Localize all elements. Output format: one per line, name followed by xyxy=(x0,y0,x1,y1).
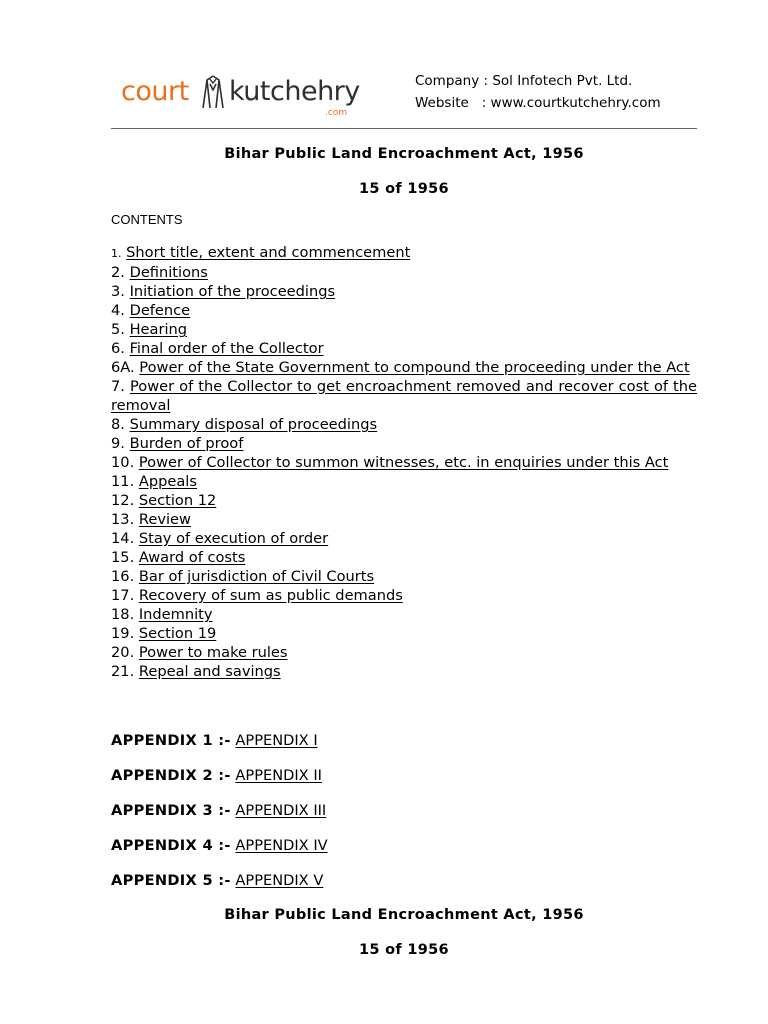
toc-item xyxy=(111,377,697,415)
toc-item-link[interactable]: Power of the Collector to get encroachment removed and recover cost of the removal xyxy=(111,378,698,414)
appendix-label: APPENDIX 2 :- xyxy=(111,767,231,784)
appendix-link[interactable]: APPENDIX III xyxy=(235,802,327,819)
toc-item xyxy=(111,624,697,643)
toc-item xyxy=(111,662,697,681)
toc-item-number: 6. xyxy=(111,340,125,357)
toc-item-number: 4. xyxy=(111,302,125,319)
toc-item-number: 1. xyxy=(111,247,122,260)
toc-item-link[interactable]: Indemnity xyxy=(138,606,213,623)
toc-item xyxy=(111,643,697,662)
toc-item xyxy=(111,453,697,472)
toc-item xyxy=(111,358,697,377)
toc-item-number: 7. xyxy=(111,378,125,395)
toc-item-number: 18. xyxy=(111,606,135,623)
toc-item xyxy=(111,567,697,586)
toc-item-link[interactable]: Review xyxy=(138,511,191,528)
logo-suffix: .com xyxy=(325,108,348,118)
toc-item-link[interactable]: Stay of execution of order xyxy=(138,530,329,547)
toc-item-number: 8. xyxy=(111,416,125,433)
toc-item-link[interactable]: Initiation of the proceedings xyxy=(129,283,336,300)
logo-text-kutchehry: kutchehry xyxy=(229,76,360,107)
appendix-link[interactable]: APPENDIX IV xyxy=(235,837,328,854)
toc-item-number: 9. xyxy=(111,435,125,452)
toc-item-link[interactable]: Final order of the Collector xyxy=(129,340,324,357)
toc-item xyxy=(111,472,697,491)
toc-item-link[interactable]: Short title, extent and commencement xyxy=(126,244,411,261)
toc-item xyxy=(111,529,697,548)
toc-item xyxy=(111,491,697,510)
toc-item-link[interactable]: Definitions xyxy=(129,264,208,281)
toc-item xyxy=(111,339,697,358)
toc-item-link[interactable]: Burden of proof xyxy=(129,435,244,452)
appendix-row-1 xyxy=(111,732,318,749)
toc-item-link[interactable]: Defence xyxy=(129,302,191,319)
toc-item-number: 21. xyxy=(111,663,135,680)
toc-item xyxy=(111,434,697,453)
toc-item-link[interactable]: Section 12 xyxy=(138,492,217,509)
toc-item-number: 17. xyxy=(111,587,135,604)
toc-item-number: 12. xyxy=(111,492,135,509)
toc-item xyxy=(111,263,697,282)
appendix-link[interactable]: APPENDIX I xyxy=(235,732,318,749)
appendix-link[interactable]: APPENDIX II xyxy=(235,767,322,784)
toc-item-number: 15. xyxy=(111,549,135,566)
toc-item xyxy=(111,282,697,301)
toc-item-link[interactable]: Hearing xyxy=(129,321,188,338)
toc-item-link[interactable]: Power of the State Government to compound the proceeding under the Act xyxy=(139,359,690,376)
toc-item xyxy=(111,301,697,320)
toc-item-number: 20. xyxy=(111,644,135,661)
toc-item-link[interactable]: Appeals xyxy=(138,473,197,490)
toc-item-link[interactable]: Power to make rules xyxy=(138,644,288,661)
document-subtitle: 15 of 1956 xyxy=(359,181,449,197)
logo-text-court: court xyxy=(121,76,189,107)
appendix-row-2 xyxy=(111,767,322,784)
toc-item xyxy=(111,510,697,529)
company-info xyxy=(415,70,661,114)
toc-item-number: 3. xyxy=(111,283,125,300)
toc-item-link[interactable]: Award of costs xyxy=(138,549,246,566)
toc-item-link[interactable]: Recovery of sum as public demands xyxy=(138,587,403,604)
appendix-row-5 xyxy=(111,872,323,889)
toc-item-link[interactable]: Repeal and savings xyxy=(138,663,281,680)
toc-item-number: 6A. xyxy=(111,359,135,376)
company-row: Company : Sol Infotech Pvt. Ltd. xyxy=(415,73,633,89)
toc-item xyxy=(111,243,697,263)
toc-item-number: 19. xyxy=(111,625,135,642)
section-subtitle: 15 of 1956 xyxy=(359,942,449,958)
toc-item-number: 5. xyxy=(111,321,125,338)
toc-item xyxy=(111,586,697,605)
contents-label: CONTENTS xyxy=(111,212,183,227)
lawyer-gown-icon xyxy=(197,74,229,110)
toc-item-number: 16. xyxy=(111,568,135,585)
appendix-label: APPENDIX 4 :- xyxy=(111,837,231,854)
section-title: Bihar Public Land Encroachment Act, 1956 xyxy=(224,907,584,923)
appendix-row-3 xyxy=(111,802,326,819)
toc-item-number: 2. xyxy=(111,264,125,281)
toc-item-link[interactable]: Bar of jurisdiction of Civil Courts xyxy=(138,568,375,585)
toc-item-number: 14. xyxy=(111,530,135,547)
toc-item-number: 11. xyxy=(111,473,135,490)
toc-item xyxy=(111,548,697,567)
appendix-label: APPENDIX 1 :- xyxy=(111,732,231,749)
toc-item xyxy=(111,415,697,434)
appendix-label: APPENDIX 3 :- xyxy=(111,802,231,819)
appendix-label: APPENDIX 5 :- xyxy=(111,872,231,889)
page-header xyxy=(111,62,697,129)
table-of-contents xyxy=(111,243,697,681)
appendix-row-4 xyxy=(111,837,328,854)
toc-item-number: 10. xyxy=(111,454,135,471)
toc-item-link[interactable]: Power of Collector to summon witnesses, etc. in enquiries under this Act xyxy=(138,454,669,471)
appendix-link[interactable]: APPENDIX V xyxy=(235,872,324,889)
website-row: Website : www.courtkutchehry.com xyxy=(415,95,661,111)
toc-item-link[interactable]: Summary disposal of proceedings xyxy=(129,416,378,433)
toc-item-number: 13. xyxy=(111,511,135,528)
toc-item-link[interactable]: Section 19 xyxy=(138,625,217,642)
document-title: Bihar Public Land Encroachment Act, 1956 xyxy=(224,146,584,162)
toc-item xyxy=(111,605,697,624)
courtkutchehry-logo[interactable] xyxy=(121,76,371,120)
toc-item xyxy=(111,320,697,339)
